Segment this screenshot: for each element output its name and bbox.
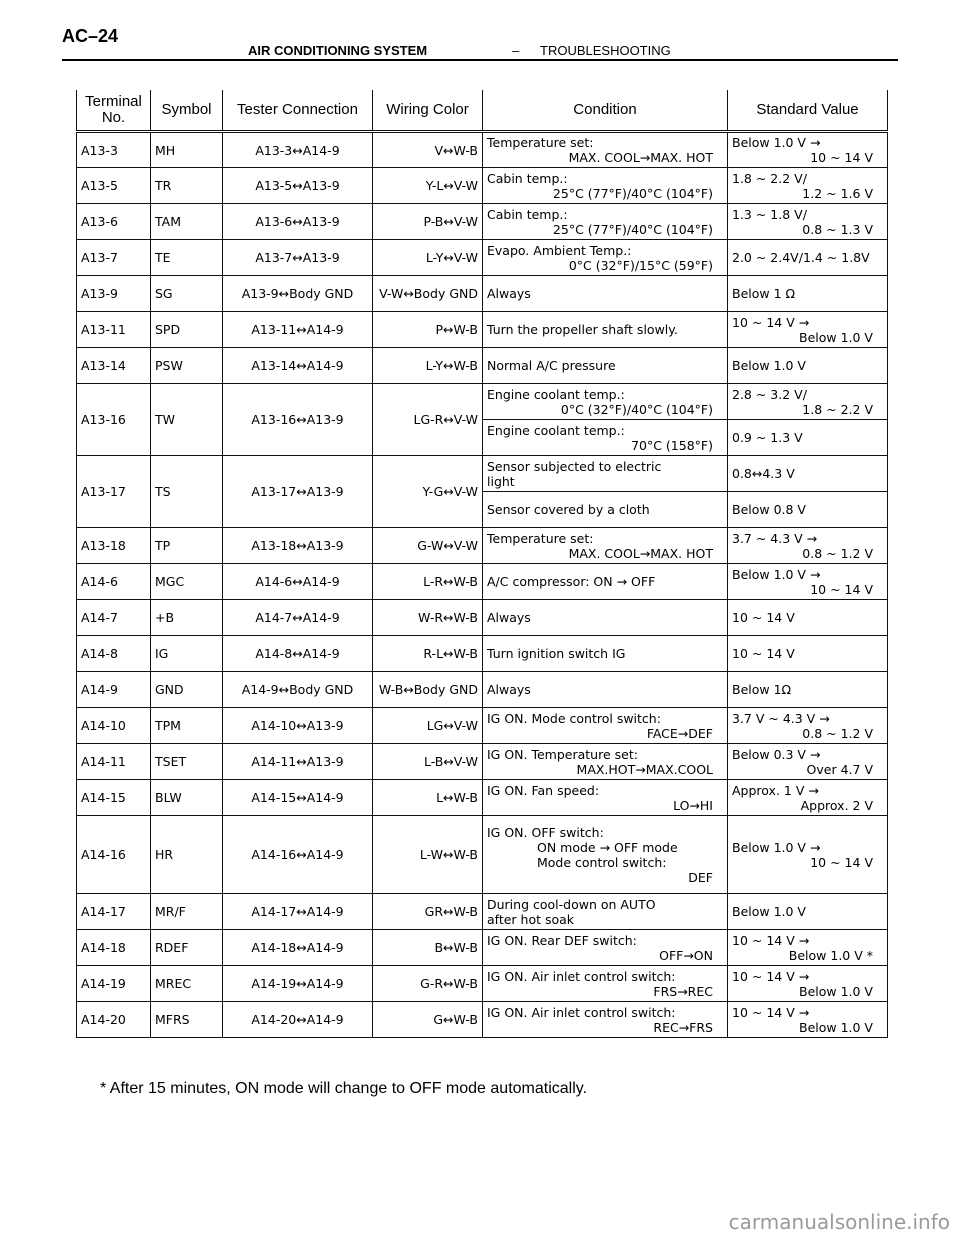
symbol-cell: MGC: [151, 564, 223, 600]
tester-connection-cell: A14-11↔A13-9: [223, 744, 373, 780]
value-line: 1.8 ~ 2.2 V/: [732, 170, 807, 186]
table-row: [77, 672, 888, 708]
condition-cell: [483, 204, 728, 240]
standard-value-cell: [728, 1002, 888, 1038]
standard-value-cell: [728, 636, 888, 672]
table-row: [77, 816, 888, 894]
table-row: [77, 384, 888, 420]
condition-cell: [483, 348, 728, 384]
wiring-color-cell: G↔W-B: [373, 1002, 483, 1038]
terminal-spec-table: [76, 90, 888, 1038]
value-line: 10 ~ 14 V: [810, 854, 873, 870]
symbol-cell: MREC: [151, 966, 223, 1002]
tester-connection-cell: A13-16↔A13-9: [223, 384, 373, 456]
symbol-cell: TPM: [151, 708, 223, 744]
tester-connection-cell: A13-14↔A14-9: [223, 348, 373, 384]
condition-line: IG ON. Air inlet control switch:: [487, 968, 676, 984]
table-row: [77, 276, 888, 312]
condition-line: Turn ignition switch IG: [487, 646, 626, 661]
wiring-color-cell: L-Y↔V-W: [373, 240, 483, 276]
condition-cell: [483, 312, 728, 348]
tester-connection-cell: A14-9↔Body GND: [223, 672, 373, 708]
value-line: 10 ~ 14 V →: [732, 968, 810, 984]
symbol-cell: BLW: [151, 780, 223, 816]
terminal-cell: A14-9: [77, 672, 151, 708]
condition-line: ON mode → OFF mode: [537, 839, 678, 855]
standard-value-cell: [728, 600, 888, 636]
wiring-color-cell: P↔W-B: [373, 312, 483, 348]
condition-line: Turn the propeller shaft slowly.: [487, 322, 678, 337]
tester-connection-cell: A13-9↔Body GND: [223, 276, 373, 312]
condition-line: MAX. COOL→MAX. HOT: [568, 545, 713, 561]
wiring-color-cell: LG↔V-W: [373, 708, 483, 744]
tester-connection-cell: A13-7↔A13-9: [223, 240, 373, 276]
symbol-cell: +B: [151, 600, 223, 636]
condition-cell: [483, 780, 728, 816]
header-condition: Condition: [483, 90, 728, 132]
wiring-color-cell: P-B↔V-W: [373, 204, 483, 240]
condition-line: Evapo. Ambient Temp.:: [487, 242, 632, 258]
condition-line: FRS→REC: [653, 983, 713, 999]
condition-cell: [483, 894, 728, 930]
table-row: [77, 312, 888, 348]
value-line: 0.8 ~ 1.2 V: [802, 545, 873, 561]
condition-line: FACE→DEF: [646, 725, 713, 741]
tester-connection-cell: A14-17↔A14-9: [223, 894, 373, 930]
condition-cell: [483, 420, 728, 456]
symbol-cell: SPD: [151, 312, 223, 348]
standard-value-cell: [728, 492, 888, 528]
terminal-cell: A13-3: [77, 132, 151, 168]
value-line: Below 1 Ω: [732, 286, 796, 301]
header-standard: Standard Value: [728, 90, 888, 132]
condition-line: 0°C (32°F)/15°C (59°F): [568, 257, 713, 273]
wiring-color-cell: B↔W-B: [373, 930, 483, 966]
header-tester: Tester Connection: [223, 90, 373, 132]
standard-value-cell: [728, 312, 888, 348]
tester-connection-cell: A14-16↔A14-9: [223, 816, 373, 894]
condition-line: IG ON. OFF switch:: [487, 824, 604, 840]
condition-line: IG ON. Fan speed:: [487, 782, 600, 798]
symbol-cell: TSET: [151, 744, 223, 780]
value-line: Below 0.3 V →: [732, 746, 821, 762]
value-line: Below 1Ω: [732, 682, 792, 697]
condition-cell: [483, 492, 728, 528]
condition-line: after hot soak: [487, 911, 575, 927]
wiring-color-cell: Y-G↔V-W: [373, 456, 483, 528]
condition-line: Always: [487, 682, 531, 697]
standard-value-cell: [728, 132, 888, 168]
wiring-color-cell: W-R↔W-B: [373, 600, 483, 636]
watermark: carmanualsonline.info: [728, 1210, 950, 1234]
condition-line: Cabin temp.:: [487, 170, 568, 186]
condition-line: IG ON. Air inlet control switch:: [487, 1004, 676, 1020]
table-row: [77, 168, 888, 204]
footnote: * After 15 minutes, ON mode will change to OFF mode automatically.: [100, 1080, 588, 1097]
wiring-color-cell: V↔W-B: [373, 132, 483, 168]
value-line: Below 1.0 V →: [732, 839, 821, 855]
wiring-color-cell: W-B↔Body GND: [373, 672, 483, 708]
condition-line: Temperature set:: [487, 135, 594, 150]
symbol-cell: RDEF: [151, 930, 223, 966]
terminal-cell: A13-9: [77, 276, 151, 312]
value-line: Below 0.8 V: [732, 502, 806, 517]
standard-value-cell: [728, 276, 888, 312]
condition-line: light: [487, 473, 515, 489]
value-line: Below 1.0 V: [799, 329, 873, 345]
value-line: 0.8 ~ 1.3 V: [802, 221, 873, 237]
header-separator: –: [512, 43, 520, 58]
value-line: 10 ~ 14 V →: [732, 932, 810, 948]
condition-cell: [483, 636, 728, 672]
terminal-cell: A13-11: [77, 312, 151, 348]
value-line: 1.8 ~ 2.2 V: [802, 401, 873, 417]
condition-line: IG ON. Mode control switch:: [487, 710, 661, 726]
condition-line: 25°C (77°F)/40°C (104°F): [552, 221, 713, 237]
condition-cell: [483, 672, 728, 708]
table-row: [77, 456, 888, 492]
value-line: Approx. 1 V →: [732, 782, 819, 798]
terminal-cell: A14-11: [77, 744, 151, 780]
condition-line: 0°C (32°F)/40°C (104°F): [560, 401, 713, 417]
terminal-cell: A14-16: [77, 816, 151, 894]
symbol-cell: MFRS: [151, 1002, 223, 1038]
wiring-color-cell: L↔W-B: [373, 780, 483, 816]
tester-connection-cell: A14-20↔A14-9: [223, 1002, 373, 1038]
terminal-cell: A14-7: [77, 600, 151, 636]
symbol-cell: TAM: [151, 204, 223, 240]
wiring-color-cell: R-L↔W-B: [373, 636, 483, 672]
wiring-color-cell: L-B↔V-W: [373, 744, 483, 780]
table-row: [77, 204, 888, 240]
terminal-cell: A13-14: [77, 348, 151, 384]
tester-connection-cell: A13-6↔A13-9: [223, 204, 373, 240]
condition-line: IG ON. Temperature set:: [487, 746, 638, 762]
value-line: 10 ~ 14 V →: [732, 314, 810, 330]
terminal-cell: A14-8: [77, 636, 151, 672]
value-line: Approx. 2 V: [800, 797, 873, 813]
symbol-cell: TE: [151, 240, 223, 276]
tester-connection-cell: A14-18↔A14-9: [223, 930, 373, 966]
header-rule: [62, 59, 898, 61]
header-symbol: Symbol: [151, 90, 223, 132]
value-line: 3.7 V ~ 4.3 V →: [732, 710, 830, 726]
terminal-cell: A14-17: [77, 894, 151, 930]
condition-cell: [483, 528, 728, 564]
standard-value-cell: [728, 456, 888, 492]
condition-cell: [483, 240, 728, 276]
condition-line: OFF→ON: [659, 947, 713, 963]
value-line: 0.8 ~ 1.2 V: [802, 725, 873, 741]
condition-line: A/C compressor: ON → OFF: [487, 574, 656, 589]
condition-cell: [483, 930, 728, 966]
terminal-cell: A13-16: [77, 384, 151, 456]
condition-cell: [483, 276, 728, 312]
condition-cell: [483, 600, 728, 636]
standard-value-cell: [728, 564, 888, 600]
condition-cell: [483, 384, 728, 420]
wiring-color-cell: L-Y↔W-B: [373, 348, 483, 384]
system-title: AIR CONDITIONING SYSTEM: [248, 43, 428, 58]
terminal-cell: A14-18: [77, 930, 151, 966]
standard-value-cell: [728, 348, 888, 384]
table-row: [77, 930, 888, 966]
tester-connection-cell: A14-15↔A14-9: [223, 780, 373, 816]
condition-cell: [483, 456, 728, 492]
table-row: [77, 600, 888, 636]
value-line: Below 1.0 V: [732, 358, 806, 373]
tester-connection-cell: A13-3↔A14-9: [223, 132, 373, 168]
terminal-cell: A14-6: [77, 564, 151, 600]
standard-value-cell: [728, 894, 888, 930]
page-number: AC–24: [62, 26, 119, 46]
value-line: 10 ~ 14 V →: [732, 1004, 810, 1020]
terminal-cell: A13-17: [77, 456, 151, 528]
value-line: Over 4.7 V: [806, 761, 873, 777]
condition-line: IG ON. Rear DEF switch:: [487, 932, 637, 948]
table-row: [77, 240, 888, 276]
symbol-cell: PSW: [151, 348, 223, 384]
symbol-cell: TR: [151, 168, 223, 204]
terminal-cell: A14-15: [77, 780, 151, 816]
standard-value-cell: [728, 204, 888, 240]
terminal-cell: A14-10: [77, 708, 151, 744]
condition-line: Sensor covered by a cloth: [487, 502, 650, 517]
symbol-cell: HR: [151, 816, 223, 894]
table-row: [77, 708, 888, 744]
tester-connection-cell: A14-7↔A14-9: [223, 600, 373, 636]
condition-line: Cabin temp.:: [487, 206, 568, 222]
table-row: [77, 132, 888, 168]
symbol-cell: SG: [151, 276, 223, 312]
table-row: [77, 528, 888, 564]
tester-connection-cell: A13-17↔A13-9: [223, 456, 373, 528]
condition-line: Always: [487, 610, 531, 625]
wiring-color-cell: Y-L↔V-W: [373, 168, 483, 204]
value-line: Below 1.0 V →: [732, 135, 821, 150]
condition-line: Sensor subjected to electric: [487, 458, 662, 474]
condition-line: MAX. COOL→MAX. HOT: [568, 150, 713, 165]
condition-line: Engine coolant temp.:: [487, 422, 625, 438]
standard-value-cell: [728, 240, 888, 276]
standard-value-cell: [728, 930, 888, 966]
value-line: 0.8↔4.3 V: [732, 466, 795, 481]
symbol-cell: MH: [151, 132, 223, 168]
value-line: 1.2 ~ 1.6 V: [802, 185, 873, 201]
condition-line: Temperature set:: [487, 530, 594, 546]
condition-cell: [483, 1002, 728, 1038]
terminal-cell: A13-6: [77, 204, 151, 240]
value-line: 0.9 ~ 1.3 V: [732, 430, 803, 445]
standard-value-cell: [728, 966, 888, 1002]
standard-value-cell: [728, 168, 888, 204]
table-row: [77, 744, 888, 780]
value-line: 3.7 ~ 4.3 V →: [732, 530, 818, 546]
terminal-cell: A13-5: [77, 168, 151, 204]
terminal-cell: A14-19: [77, 966, 151, 1002]
condition-line: LO→HI: [673, 797, 713, 813]
wiring-color-cell: GR↔W-B: [373, 894, 483, 930]
header-terminal: Terminal No.: [77, 90, 151, 132]
tester-connection-cell: A14-8↔A14-9: [223, 636, 373, 672]
condition-line: Always: [487, 286, 531, 301]
tester-connection-cell: A13-18↔A13-9: [223, 528, 373, 564]
value-line: Below 1.0 V: [799, 983, 873, 999]
value-line: 10 ~ 14 V: [732, 646, 795, 661]
terminal-cell: A13-18: [77, 528, 151, 564]
condition-cell: [483, 564, 728, 600]
table-row: [77, 966, 888, 1002]
section-title: TROUBLESHOOTING: [540, 43, 671, 58]
symbol-cell: IG: [151, 636, 223, 672]
header-wiring: Wiring Color: [373, 90, 483, 132]
condition-cell: [483, 708, 728, 744]
symbol-cell: TP: [151, 528, 223, 564]
wiring-color-cell: G-W↔V-W: [373, 528, 483, 564]
value-line: Below 1.0 V: [732, 904, 806, 919]
tester-connection-cell: A14-19↔A14-9: [223, 966, 373, 1002]
condition-cell: [483, 744, 728, 780]
table-body: [77, 132, 888, 1038]
condition-line: Normal A/C pressure: [487, 358, 616, 373]
wiring-color-cell: L-R↔W-B: [373, 564, 483, 600]
standard-value-cell: [728, 528, 888, 564]
condition-line: During cool-down on AUTO: [487, 896, 656, 912]
value-line: 1.3 ~ 1.8 V/: [732, 206, 807, 222]
tester-connection-cell: A14-6↔A14-9: [223, 564, 373, 600]
standard-value-cell: [728, 816, 888, 894]
standard-value-cell: [728, 708, 888, 744]
condition-line: DEF: [688, 869, 713, 885]
condition-line: Mode control switch:: [537, 854, 667, 870]
terminal-cell: A14-20: [77, 1002, 151, 1038]
condition-line: REC→FRS: [653, 1019, 713, 1035]
standard-value-cell: [728, 384, 888, 420]
value-line: 10 ~ 14 V: [732, 610, 795, 625]
table-header-row: [77, 90, 888, 132]
standard-value-cell: [728, 672, 888, 708]
tester-connection-cell: A13-11↔A14-9: [223, 312, 373, 348]
condition-line: MAX.HOT→MAX.COOL: [576, 761, 713, 777]
condition-cell: [483, 168, 728, 204]
value-line: 10 ~ 14 V: [810, 150, 873, 165]
standard-value-cell: [728, 420, 888, 456]
wiring-color-cell: G-R↔W-B: [373, 966, 483, 1002]
value-line: Below 1.0 V *: [788, 947, 873, 963]
wiring-color-cell: L-W↔W-B: [373, 816, 483, 894]
value-line: 10 ~ 14 V: [810, 581, 873, 597]
value-line: 2.0 ~ 2.4V/1.4 ~ 1.8V: [732, 250, 870, 265]
symbol-cell: TS: [151, 456, 223, 528]
symbol-cell: TW: [151, 384, 223, 456]
condition-line: 25°C (77°F)/40°C (104°F): [552, 185, 713, 201]
table-row: [77, 1002, 888, 1038]
table-row: [77, 564, 888, 600]
terminal-cell: A13-7: [77, 240, 151, 276]
table-row: [77, 780, 888, 816]
condition-line: Engine coolant temp.:: [487, 386, 625, 402]
standard-value-cell: [728, 744, 888, 780]
value-line: 2.8 ~ 3.2 V/: [732, 386, 807, 402]
condition-line: 70°C (158°F): [631, 437, 713, 453]
value-line: Below 1.0 V: [799, 1019, 873, 1035]
standard-value-cell: [728, 780, 888, 816]
condition-cell: [483, 816, 728, 894]
value-line: Below 1.0 V →: [732, 566, 821, 582]
wiring-color-cell: LG-R↔V-W: [373, 384, 483, 456]
condition-cell: [483, 966, 728, 1002]
wiring-color-cell: V-W↔Body GND: [373, 276, 483, 312]
tester-connection-cell: A13-5↔A13-9: [223, 168, 373, 204]
table-row: [77, 636, 888, 672]
tester-connection-cell: A14-10↔A13-9: [223, 708, 373, 744]
symbol-cell: GND: [151, 672, 223, 708]
table-row: [77, 894, 888, 930]
table-row: [77, 348, 888, 384]
condition-cell: [483, 132, 728, 168]
symbol-cell: MR/F: [151, 894, 223, 930]
